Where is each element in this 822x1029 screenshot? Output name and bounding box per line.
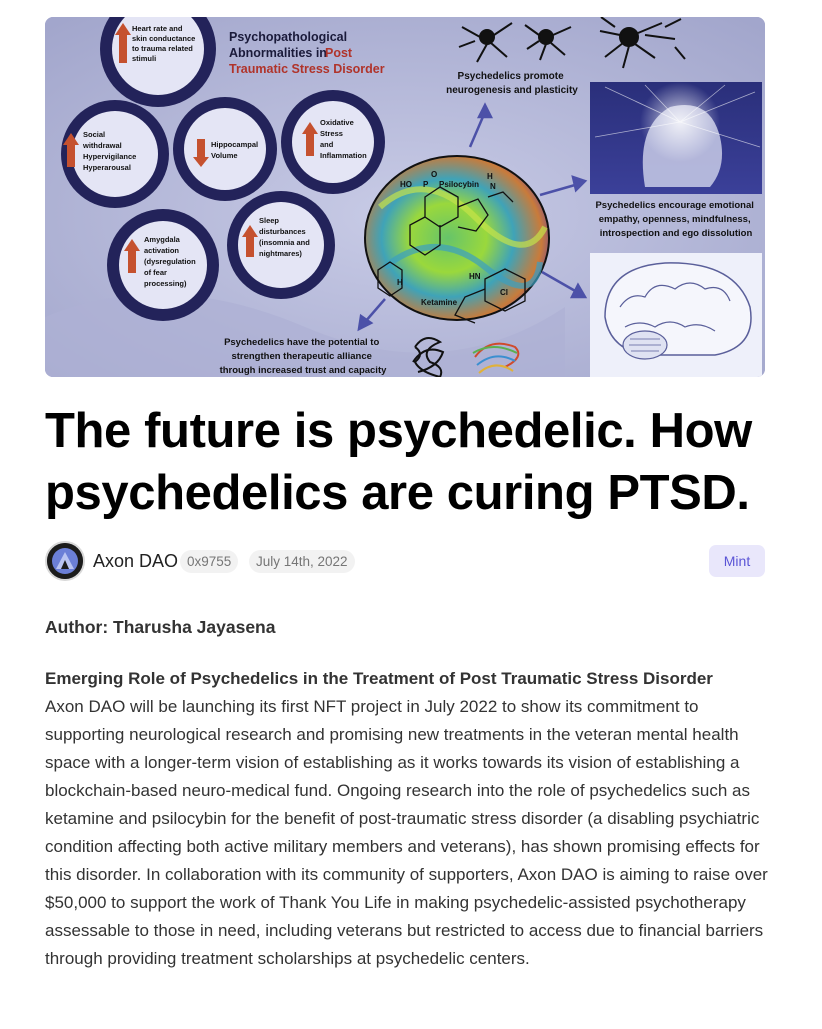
gear-sleep-text: Sleep disturbances (insomnia and nightmares) bbox=[259, 216, 310, 258]
gear-sleep bbox=[227, 191, 335, 299]
gear-heart-rate-text: Heart rate and skin conductance to trauma related stimuli bbox=[132, 24, 196, 63]
brain-image bbox=[590, 253, 762, 377]
hero-image bbox=[45, 17, 765, 377]
byline bbox=[45, 541, 765, 581]
article-title: The future is psychedelic. How psychedelics are curing PTSD. bbox=[45, 404, 752, 520]
author-line: Author: Tharusha Jayasena bbox=[45, 617, 276, 637]
molecule-labels: HO P O Psilocybin H N HN Cl H Ketamine bbox=[397, 170, 508, 307]
hero-alliance-text: Psychedelics have the potential to strengthen therapeutic alliance through increased trust and capacity bbox=[219, 337, 387, 376]
publish-date-badge: July 14th, 2022 bbox=[249, 550, 355, 573]
avatar[interactable] bbox=[45, 541, 85, 581]
gear-social-withdrawal-text: Social withdrawal Hypervigilance Hyperarousal bbox=[83, 130, 137, 172]
hero-abnormalities-title-red: Post Traumatic Stress Disorder bbox=[229, 46, 385, 76]
wallet-address-badge[interactable]: 0x9755 bbox=[180, 550, 238, 573]
axon-logo-icon bbox=[47, 543, 83, 579]
gear-social-withdrawal bbox=[61, 100, 169, 208]
gear-amygdala-text: Amygdala activation (dysregulation of fear processing) bbox=[144, 235, 196, 288]
article-subheading: Emerging Role of Psychedelics in the Treatment of Post Traumatic Stress Disorder bbox=[45, 669, 713, 688]
glowing-head-image bbox=[590, 82, 762, 194]
gear-hippocampal-text: Hippocampal Volume bbox=[211, 140, 259, 160]
hero-emotional-text: Psychedelics encourage emotional empathy, openness, mindfulness, introspection and ego dissolution bbox=[595, 200, 754, 239]
article-paragraph: Axon DAO will be launching its first NFT project in July 2022 to show its commitment to supporting neurological research and promising new treatments in the veteran mental health space with a longer-term vision of establishing as it works towards its vision of establishing a blockchain-based neuro-medical fund. Ongoing research into the role of psychedelics such as ketamine and psilocybin for the benefit of post-traumatic stress disorder (a disabling psychiatric condition affecting both active military members and veterans), has shown promising effects for this disorder. In collaboration with its community of supporters, Axon DAO is aiming to raise over $50,000 to support the work of Thank You Life in making psychedelic-assisted psychotherapy assessable to those in need, including veterans but restricted to access due to financial barriers through providing treatment scholarships at psychedelic centers. bbox=[45, 697, 768, 968]
author-name[interactable]: Axon DAO bbox=[93, 551, 179, 571]
gear-amygdala bbox=[107, 209, 219, 321]
hero-abnormalities-title: Psychopathological Abnormalities in bbox=[229, 30, 348, 60]
article-body bbox=[45, 614, 770, 973]
hero-neurogenesis-text: Psychedelics promote neurogenesis and plasticity bbox=[446, 71, 578, 96]
gear-oxidative-stress bbox=[281, 90, 385, 194]
gear-hippocampal bbox=[173, 97, 277, 201]
gear-oxidative-stress-text: Oxidative Stress and Inflammation bbox=[320, 118, 367, 160]
mint-button[interactable]: Mint bbox=[709, 545, 765, 577]
